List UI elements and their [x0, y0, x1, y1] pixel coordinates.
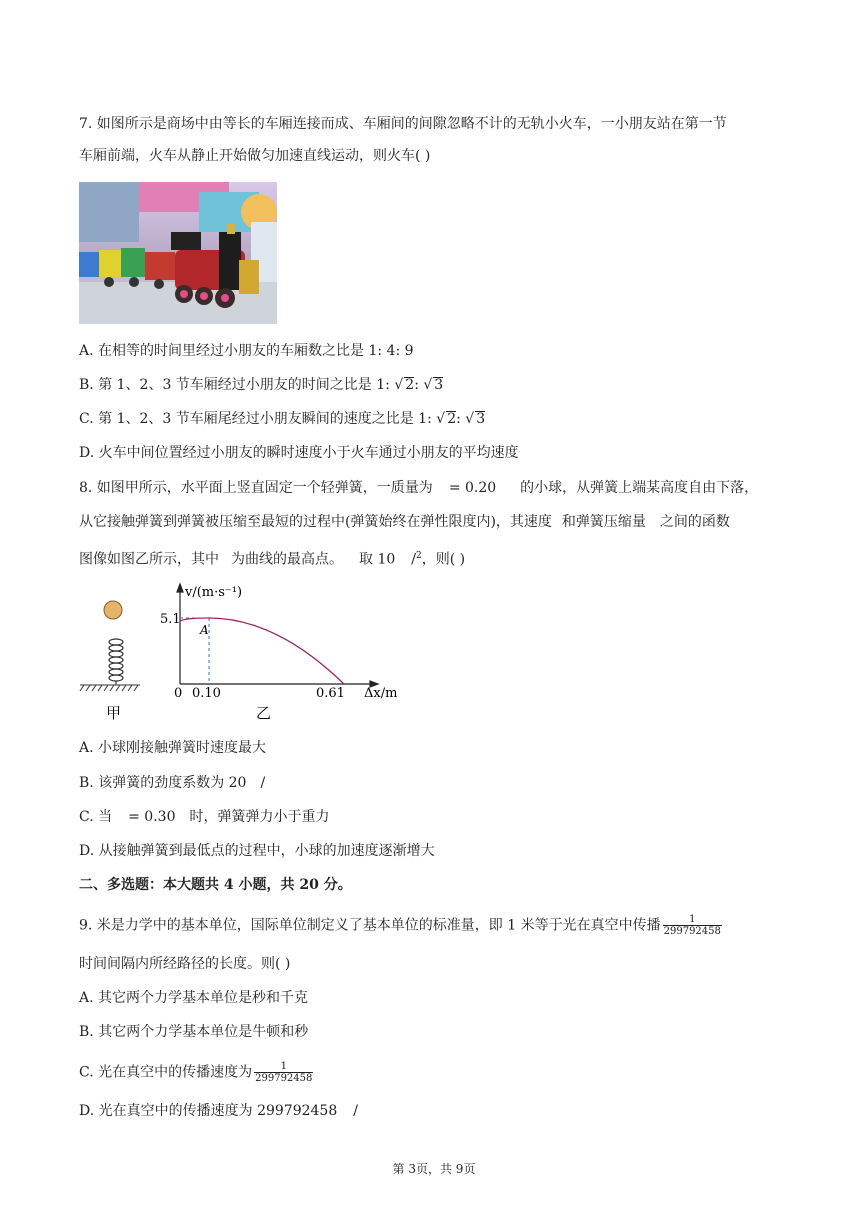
- q8-option-c-text: 时，弹簧弹力小于重力: [189, 809, 330, 825]
- page-footer: 第 3页，共 9页: [392, 1162, 476, 1176]
- q8-text: 为曲线的最高点。: [231, 551, 343, 568]
- origin-label: 0: [174, 686, 183, 701]
- sqrt3: 3: [476, 411, 486, 427]
- q7-option-b-text: B. 第 1、2、3 节车厢经过小朋友的时间之比是 1:: [79, 377, 395, 393]
- q9-stem-line2: 时间间隔内所经路径的长度。则( ): [79, 956, 291, 972]
- q7-option-c: C. 第 1、2、3 节车厢尾经过小朋友瞬间的速度之比是 1: √ 2: √ 3: [79, 411, 486, 427]
- q8-option-b-text: B. 该弹簧的劲度系数为 20: [79, 775, 247, 791]
- q8-text: 取 10: [359, 551, 396, 568]
- q9-option-d-text: D. 光在真空中的传播速度为 299792458: [79, 1103, 338, 1119]
- q9-option-a: A. 其它两个力学基本单位是秒和千克: [79, 990, 309, 1006]
- q8-option-c-value: = 0.30: [128, 809, 176, 825]
- label-yi: 乙: [256, 704, 272, 722]
- q8-text: 图像如图乙所示，其中: [79, 551, 219, 568]
- q7-option-b: B. 第 1、2、3 节车厢经过小朋友的时间之比是 1: √ 2: √ 3: [79, 377, 444, 393]
- point-a-label: A: [200, 623, 209, 637]
- q9-option-d: [79, 1101, 358, 1121]
- q8-text: /: [411, 551, 416, 568]
- q7-option-a: A. 在相等的时间里经过小朋友的车厢数之比是 1: 4: 9: [79, 343, 414, 359]
- q7-option-c-text: C. 第 1、2、3 节车厢尾经过小朋友瞬间的速度之比是 1:: [79, 411, 437, 427]
- sqrt2: 2: [447, 411, 457, 427]
- colon: :: [414, 377, 424, 393]
- q7-stem-line1: 7. 如图所示是商场中由等长的车厢连接而成、车厢间的间隙忽略不计的无轨小火车，一小朋友站在第一节: [79, 116, 727, 132]
- sqrt3: 3: [434, 377, 444, 393]
- ball-icon: [104, 601, 122, 619]
- q9-stem-line1: [79, 914, 722, 937]
- train-photo: [79, 182, 277, 324]
- q8-figure: [76, 580, 416, 730]
- label-jia: 甲: [106, 704, 122, 722]
- y-axis-label: v/(m·s⁻¹): [185, 585, 243, 600]
- y-value-label: 5.1: [160, 612, 181, 627]
- x-axis-label: Δx/m: [364, 686, 398, 701]
- q8-option-d: D. 从接触弹簧到最低点的过程中，小球的加速度逐渐增大: [79, 843, 435, 859]
- q8-text: 和弹簧压缩量: [561, 514, 646, 530]
- q8-text: ，则( ): [421, 551, 466, 568]
- q8-option-b: [79, 773, 265, 793]
- sqrt2: 2: [405, 377, 415, 393]
- q8-mass-value: = 0.20: [448, 480, 497, 496]
- q8-option-b-unit: /: [260, 775, 266, 791]
- q8-text: 从它接触弹簧到弹簧被压缩至最短的过程中(弹簧始终在弹性限度内)，其速度: [79, 514, 552, 530]
- fraction: [663, 914, 722, 937]
- q7-stem-line2: 车厢前端，火车从静止开始做匀加速直线运动，则火车( ): [79, 148, 431, 164]
- x-peak-label: 0.10: [192, 686, 221, 701]
- ground-icon: [80, 685, 140, 691]
- q8-stem-line2: [79, 512, 730, 532]
- q8-stem-line1: [79, 478, 758, 498]
- q9-option-c-text: C. 光在真空中的传播速度为: [79, 1064, 253, 1081]
- q9-option-d-unit: /: [353, 1103, 358, 1119]
- q8-text: 之间的函数: [659, 514, 730, 530]
- q8-text: 的小球，从弹簧上端某高度自由下落，: [520, 480, 759, 496]
- q8-option-c: [79, 807, 329, 827]
- fraction-numerator: 1: [663, 914, 722, 926]
- fraction-numerator: 1: [254, 1061, 313, 1073]
- section-header-multi-choice: 二、多选题：本大题共 4 小题，共 20 分。: [79, 877, 352, 893]
- q9-option-b: B. 其它两个力学基本单位是牛顿和秒: [79, 1024, 309, 1040]
- q8-stem-line3: [79, 546, 465, 570]
- q8-option-c-text: C. 当: [79, 809, 113, 825]
- q7-option-d: D. 火车中间位置经过小朋友的瞬时速度小于火车通过小朋友的平均速度: [79, 445, 519, 461]
- fraction-denominator: 299792458: [663, 926, 721, 937]
- q9-option-c: [79, 1061, 313, 1084]
- x-end-label: 0.61: [316, 686, 345, 701]
- q8-option-a: A. 小球刚接触弹簧时速度最大: [79, 740, 267, 756]
- fraction-denominator: 299792458: [255, 1073, 313, 1084]
- q8-superscript: 2: [415, 551, 422, 561]
- q9-text: 9. 米是力学中的基本单位，国际单位制定义了基本单位的标准量，即 1 米等于光在真空中传播: [79, 917, 661, 934]
- fraction: [254, 1061, 313, 1084]
- spring-icon: [109, 639, 123, 685]
- q8-text: 8. 如图甲所示，水平面上竖直固定一个轻弹簧，一质量为: [79, 480, 433, 496]
- colon: :: [456, 411, 466, 427]
